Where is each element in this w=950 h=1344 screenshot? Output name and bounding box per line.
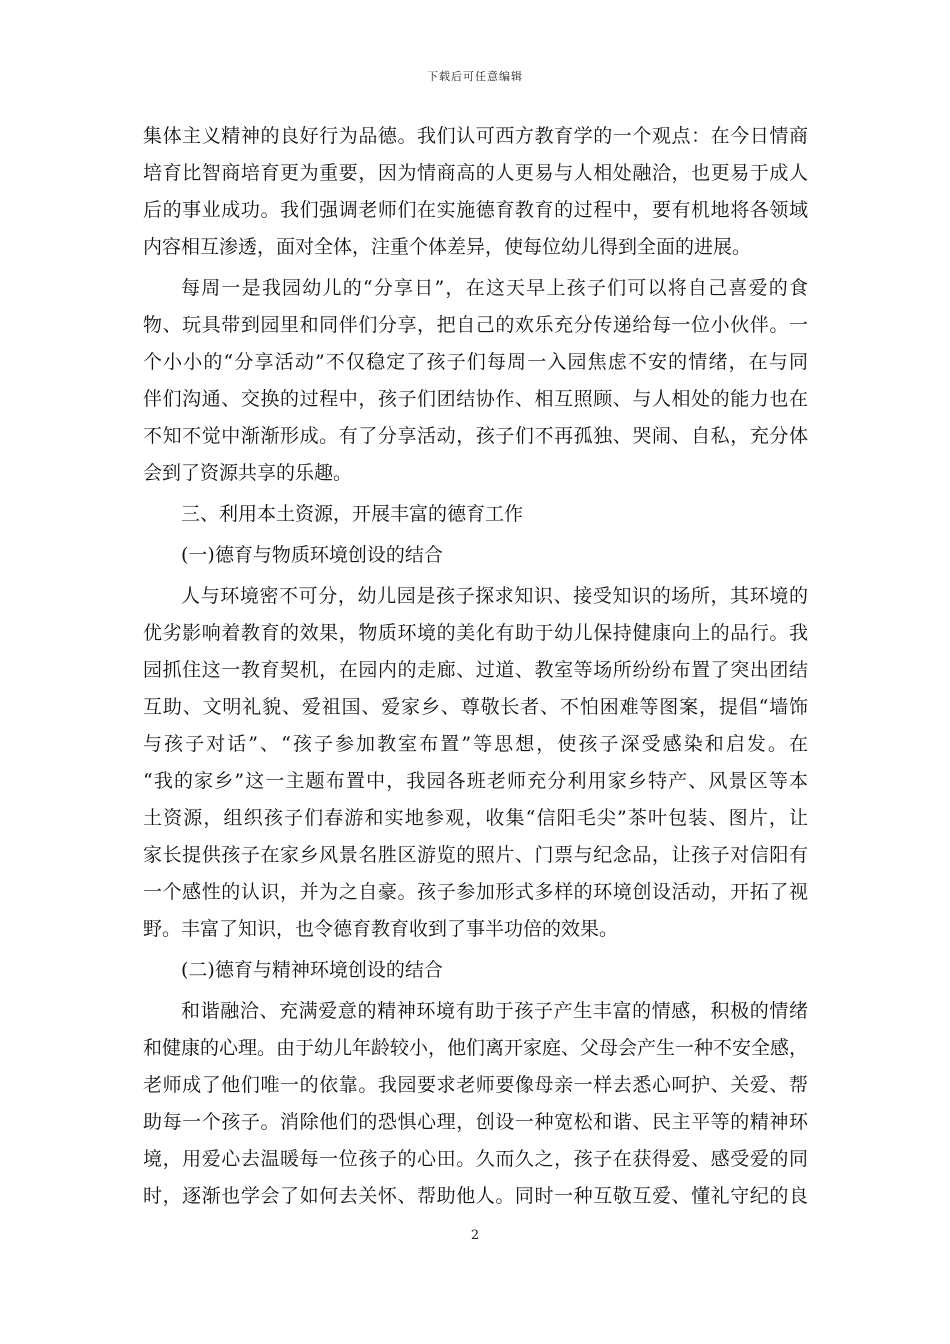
text-line: 老师成了他们唯一的依靠。我园要求老师要像母亲一样去悉心呵护、关爱、帮	[143, 1074, 808, 1096]
subsection-heading	[143, 537, 808, 574]
text-line: 和谐融洽、充满爱意的精神环境有助于孩子产生丰富的情感，积极的情绪	[181, 1000, 808, 1022]
text-line: 集体主义精神的良好行为品德。我们认可西方教育学的一个观点：在今日情商	[143, 125, 808, 147]
text-line: 个小小的“分享活动”不仅稳定了孩子们每周一入园焦虑不安的情绪，在与同	[143, 351, 808, 373]
text-line: (二)德育与精神环境创设的结合	[181, 959, 443, 981]
text-line: 培育比智商培育更为重要，因为情商高的人更易与人相处融洽，也更易于成人	[143, 162, 808, 184]
text-line: 助每一个孩子。消除他们的恐惧心理，创设一种宽松和谐、民主平等的精神环	[143, 1111, 808, 1133]
text-line: “我的家乡”这一主题布置中，我园各班老师充分利用家乡特产、风景区等本	[143, 770, 808, 792]
text-line: 境，用爱心去温暖每一位孩子的心田。久而久之，孩子在获得爱、感受爱的同	[143, 1148, 808, 1170]
paragraph	[143, 270, 808, 492]
document-body	[143, 118, 808, 1215]
text-line: 家长提供孩子在家乡风景名胜区游览的照片、门票与纪念品，让孩子对信阳有	[143, 844, 808, 866]
text-line: 人与环境密不可分，幼儿园是孩子探求知识、接受知识的场所，其环境的	[181, 585, 808, 607]
text-line: 互助、文明礼貌、爱祖国、爱家乡、尊敬长者、不怕困难等图案，提倡“墙饰	[143, 696, 808, 718]
text-line: 一个感性的认识，并为之自豪。孩子参加形式多样的环境创设活动，开拓了视	[143, 881, 808, 903]
text-line: 园抓住这一教育契机，在园内的走廊、过道、教室等场所纷纷布置了突出团结	[143, 659, 808, 681]
text-line: 野。丰富了知识，也令德育教育收到了事半功倍的效果。	[143, 918, 619, 940]
text-line: 和健康的心理。由于幼儿年龄较小，他们离开家庭、父母会产生一种不安全感，	[143, 1037, 808, 1059]
text-line: 每周一是我园幼儿的“分享日”，在这天早上孩子们可以将自己喜爱的食	[181, 277, 808, 299]
page-header: 下载后可任意编辑	[427, 70, 523, 83]
section-heading	[143, 496, 808, 533]
text-line: 不知不觉中渐渐形成。有了分享活动，孩子们不再孤独、哭闹、自私，充分体	[143, 425, 808, 447]
text-line: 伴们沟通、交换的过程中，孩子们团结协作、相互照顾、与人相处的能力也在	[143, 388, 808, 410]
text-line: 内容相互渗透，面对全体，注重个体差异，使每位幼儿得到全面的进展。	[143, 236, 752, 258]
subsection-heading	[143, 952, 808, 989]
text-line: 物、玩具带到园里和同伴们分享，把自己的欢乐充分传递给每一位小伙伴。一	[143, 314, 808, 336]
text-line: 后的事业成功。我们强调老师们在实施德育教育的过程中，要有机地将各领域	[143, 199, 808, 221]
paragraph	[143, 993, 808, 1215]
text-line: 土资源，组织孩子们春游和实地参观，收集“信阳毛尖”茶叶包装、图片，让	[143, 807, 808, 829]
text-line: 时，逐渐也学会了如何去关怀、帮助他人。同时一种互敬互爱、懂礼守纪的良	[143, 1185, 808, 1207]
paragraph	[143, 578, 808, 948]
text-line: 会到了资源共享的乐趣。	[143, 462, 353, 484]
paragraph	[143, 118, 808, 266]
text-line: (一)德育与物质环境创设的结合	[181, 544, 443, 566]
text-line: 优劣影响着教育的效果，物质环境的美化有助于幼儿保持健康向上的品行。我	[143, 622, 808, 644]
text-line: 与孩子对话”、“孩子参加教室布置”等思想，使孩子深受感染和启发。在	[143, 733, 808, 755]
page-number: 2	[470, 1228, 480, 1243]
text-line: 三、利用本土资源，开展丰富的德育工作	[181, 503, 524, 525]
